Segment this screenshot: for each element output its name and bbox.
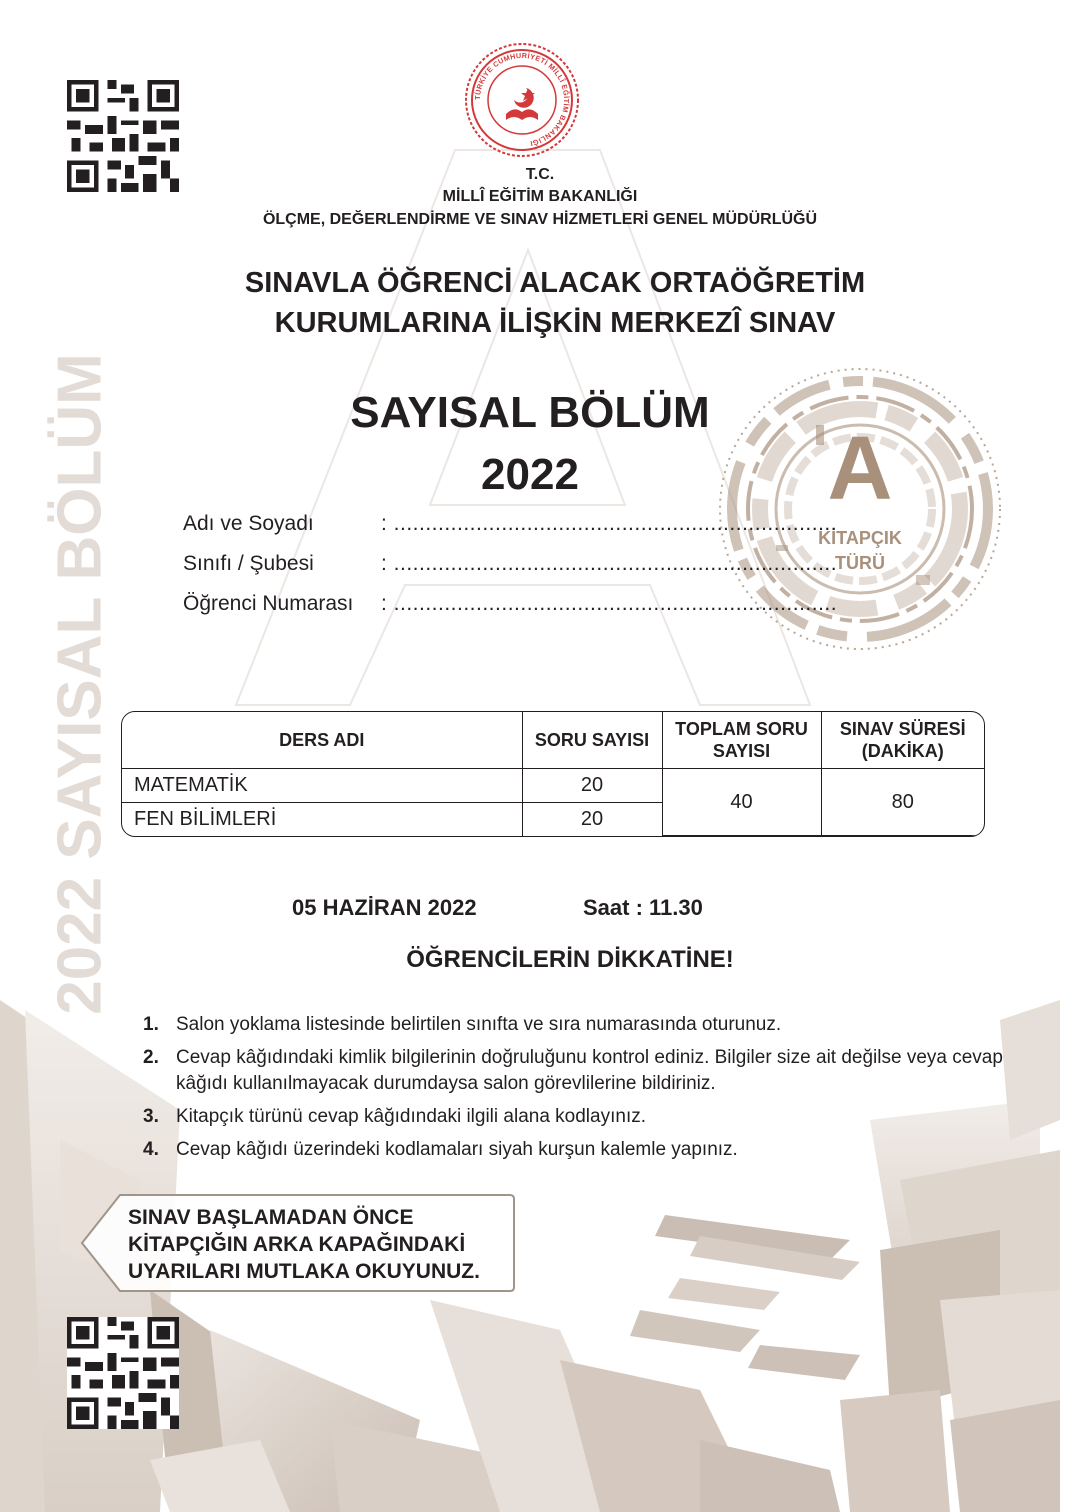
total-questions: 40: [662, 769, 821, 836]
list-item: 2. Cevap kâğıdındaki kimlik bilgilerinin doğruluğunu kontrol ediniz. Bilgiler size ait değilse veya cevap kâğıdı kullanılmayacak durumdaysa salon görevlilerine bildiriniz.: [143, 1047, 1003, 1094]
field-class-blank[interactable]: : ......................................................................: [381, 552, 838, 575]
exam-duration: 80: [821, 769, 984, 836]
exam-title-line2: KURUMLARINA İLİŞKİN MERKEZÎ SINAV: [274, 307, 836, 339]
exam-time: Saat : 11.30: [583, 895, 703, 920]
field-name-blank[interactable]: : ......................................................................: [381, 512, 838, 535]
list-item: 3. Kitapçık türünü cevap kâğıdındaki ilgili alana kodlayınız.: [143, 1106, 646, 1127]
row-count: 20: [522, 769, 662, 803]
instructions-title: ÖĞRENCİLERİN DİKKATİNE!: [406, 946, 734, 973]
header-total-questions: TOPLAM SORU SAYISI: [662, 712, 821, 769]
warning-line1: SINAV BAŞLAMADAN ÖNCE: [128, 1206, 414, 1229]
field-student-number-blank[interactable]: : ......................................................................: [381, 592, 838, 615]
row-subject: MATEMATİK: [122, 769, 522, 803]
side-title-text: 2022 SAYISAL BÖLÜM: [45, 353, 115, 1015]
exam-year: 2022: [481, 450, 579, 499]
header-directorate: ÖLÇME, DEĞERLENDİRME VE SINAV HİZMETLERİ GENEL MÜDÜRLÜĞÜ: [262, 211, 818, 228]
warning-line3: UYARILARI MUTLAKA OKUYUNUZ.: [128, 1260, 480, 1283]
header-duration: SINAV SÜRESİ (DAKİKA): [821, 712, 984, 769]
table-header-row: [122, 712, 984, 769]
field-class-label: Sınıfı / Şubesi: [183, 552, 314, 575]
list-item: 4. Cevap kâğıdı üzerindeki kodlamaları siyah kurşun kalemle yapınız.: [143, 1139, 738, 1160]
row-count: 20: [522, 802, 662, 835]
header-subject: DERS ADI: [122, 712, 522, 769]
qr-code-bottom: [67, 1317, 179, 1429]
booklet-label-line2: TÜRÜ: [835, 553, 885, 573]
booklet-letter: A: [827, 419, 893, 519]
exam-table: [121, 711, 985, 837]
field-name-label: Adı ve Soyadı: [183, 512, 314, 535]
row-subject: FEN BİLİMLERİ: [122, 802, 522, 835]
field-student-number-label: Öğrenci Numarası: [183, 592, 354, 615]
warning-line2: KİTAPÇIĞIN ARKA KAPAĞINDAKİ: [128, 1233, 466, 1256]
ministry-emblem: [462, 40, 582, 160]
instructions-list: [143, 1012, 1003, 1170]
header-question-count: SORU SAYISI: [522, 712, 662, 769]
table-row: [122, 769, 984, 803]
header-ministry: MİLLÎ EĞİTİM BAKANLIĞI: [442, 188, 638, 205]
list-item: 1. Salon yoklama listesinde belirtilen sınıfta ve sıra numarasında oturunuz.: [143, 1014, 782, 1035]
exam-date: 05 HAZİRAN 2022: [292, 895, 477, 920]
warning-box: [80, 1193, 516, 1293]
exam-title-line1: SINAVLA ÖĞRENCİ ALACAK ORTAÖĞRETİM: [244, 267, 866, 299]
emblem-ring-text: TÜRKİYE CUMHURİYETİ MİLLÎ EĞİTİM BAKANLIĞI: [472, 50, 572, 149]
booklet-label-line1: KİTAPÇIK: [818, 528, 902, 548]
header-tc: T.C.: [525, 166, 555, 183]
section-title: SAYISAL BÖLÜM: [350, 388, 710, 437]
